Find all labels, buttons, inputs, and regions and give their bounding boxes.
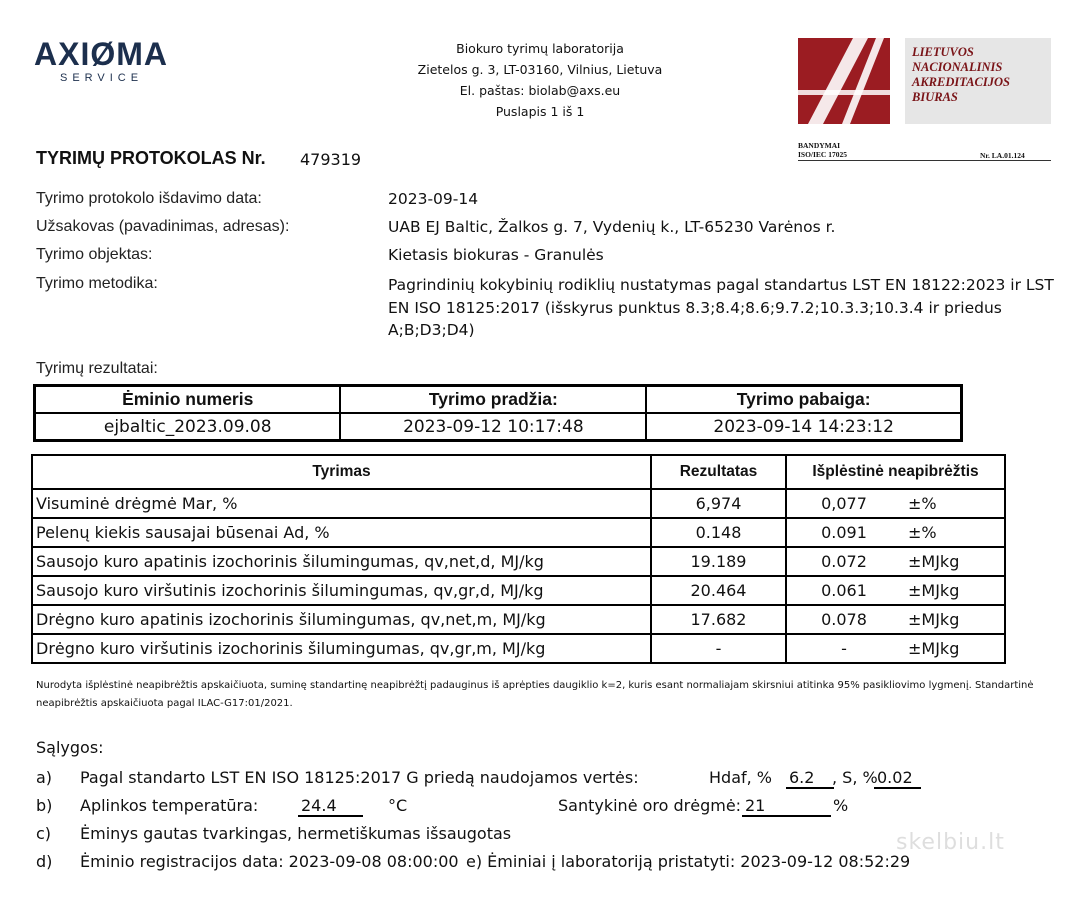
conditions-title: Sąlygos: — [36, 738, 104, 757]
method-value: Pagrindinių kokybinių rodiklių nustatymas pagal standartus LST EN 18122:2023 ir LST EN ISO 18125:2017 (išskyrus punktus 8.3;8.4;8.6;9.7.2;10.3.3;10.3.4 ir priedus A;B;D3;D4) — [388, 276, 1054, 339]
accreditation-mark — [798, 38, 890, 124]
uncertainty-cell: - ±MJkg — [786, 634, 1005, 663]
table-row — [32, 518, 1005, 547]
watermark: skelbiu.lt — [896, 830, 1005, 855]
humidity-label: Santykinė oro drėgmė: — [558, 796, 742, 815]
test-cell: Drėgno kuro viršutinis izochorinis šilumingumas, qv,gr,m, MJ/kg — [32, 634, 651, 663]
sample-number-cell: ejbaltic_2023.09.08 — [35, 413, 341, 441]
end-header: Tyrimo pabaiga: — [646, 386, 961, 414]
tests-table — [31, 454, 1006, 664]
lab-name: Biokuro tyrimų laboratorija — [456, 41, 624, 56]
lab-address: Zietelos g. 3, LT-03160, Vilnius, Lietuva — [417, 62, 663, 77]
delivery-date: e) Ėminiai į laboratoriją pristatyti: 2023-09-12 08:52:29 — [466, 852, 911, 871]
condition-a-letter: a) — [36, 768, 53, 787]
temperature-label: Aplinkos temperatūra: — [80, 796, 259, 815]
condition-b-letter: b) — [36, 796, 53, 815]
client-label: Užsakovas (pavadinimas, adresas): — [36, 218, 290, 235]
logo-subtitle: SERVICE — [60, 72, 144, 84]
humidity-value: 21 — [742, 796, 831, 817]
accreditation-mark-icon — [798, 38, 890, 124]
results-label: Tyrimų rezultatai: — [36, 360, 158, 377]
result-cell: - — [651, 634, 786, 663]
table-row — [32, 576, 1005, 605]
test-cell: Sausojo kuro viršutinis izochorinis šilumingumas, qv,gr,d, MJ/kg — [32, 576, 651, 605]
issue-date-label: Tyrimo protokolo išdavimo data: — [36, 190, 262, 207]
test-cell: Sausojo kuro apatinis izochorinis šilumingumas, qv,net,d, MJ/kg — [32, 547, 651, 576]
table-row — [32, 634, 1005, 663]
uncertainty-cell: 0.072 ±MJkg — [786, 547, 1005, 576]
table-row — [32, 489, 1005, 518]
uncertainty-cell: 0.061 ±MJkg — [786, 576, 1005, 605]
method-label: Tyrimo metodika: — [36, 275, 158, 292]
axioma-logo — [34, 38, 184, 90]
humidity-unit: % — [833, 796, 849, 815]
uncertainty-cell: 0.078 ±MJkg — [786, 605, 1005, 634]
object-value: Kietasis biokuras - Granulės — [388, 246, 604, 264]
issue-date-value: 2023-09-14 — [388, 190, 479, 208]
page-number: Puslapis 1 iš 1 — [495, 104, 585, 119]
table-row — [32, 547, 1005, 576]
table-row — [32, 605, 1005, 634]
test-cell: Pelenų kiekis sausajai būsenai Ad, % — [32, 518, 651, 547]
result-cell: 20.464 — [651, 576, 786, 605]
start-header: Tyrimo pradžia: — [340, 386, 646, 414]
object-label: Tyrimo objektas: — [36, 246, 153, 263]
result-cell: 19.189 — [651, 547, 786, 576]
temperature-unit: °C — [388, 796, 408, 815]
sample-table — [33, 384, 963, 442]
table-row — [35, 386, 962, 414]
logo-word: AXIØMA — [34, 36, 168, 72]
registration-date: Ėminio registracijos data: 2023-09-08 08:00:00 — [80, 852, 459, 871]
lab-email: El. paštas: biolab@axs.eu — [459, 83, 621, 98]
hdaf-label: Hdaf, % — [709, 768, 772, 787]
temperature-value: 24.4 — [298, 796, 363, 817]
test-cell: Drėgno kuro apatinis izochorinis šilumingumas, qv,net,m, MJ/kg — [32, 605, 651, 634]
condition-a-text: Pagal standarto LST EN ISO 18125:2017 G priedą naudojamos vertės: — [80, 768, 639, 787]
uncertainty-cell: 0.091 ±% — [786, 518, 1005, 547]
table-row — [35, 413, 962, 441]
start-cell: 2023-09-12 10:17:48 — [340, 413, 646, 441]
condition-c-text: Ėminys gautas tvarkingas, hermetiškumas išsaugotas — [80, 824, 512, 843]
condition-d-letter: d) — [36, 852, 53, 871]
hdaf-value: 6.2 — [786, 768, 834, 789]
end-cell: 2023-09-14 14:23:12 — [646, 413, 961, 441]
s-label: , S, % — [832, 768, 878, 787]
uncertainty-cell: 0,077 ±% — [786, 489, 1005, 518]
test-header: Tyrimas — [32, 455, 651, 489]
protocol-number: 479319 — [300, 150, 362, 169]
accreditation-number: Nr. LA.01.124 — [980, 151, 1025, 160]
result-header: Rezultatas — [651, 455, 786, 489]
test-cell: Visuminė drėgmė Mar, % — [32, 489, 651, 518]
result-cell: 0.148 — [651, 518, 786, 547]
uncertainty-note: Nurodyta išplėstinė neapibrėžtis apskaičiuota, suminę standartinę neapibrėžtį padauginus iš aprėpties daugiklio k=2, kuris esant normaliajam skirsniui atitinka 95% pasikliovimo lygmenį. Standartinė neapibrėžtis apskaičiuota pagal ILAC-G17:01/2021. — [36, 680, 1034, 709]
s-value: 0.02 — [874, 768, 921, 789]
accreditation-name: LIETUVOS NACIONALINIS AKREDITACIJOS BIURAS — [912, 45, 1010, 104]
table-row — [32, 455, 1005, 489]
divider — [798, 160, 1051, 161]
result-cell: 17.682 — [651, 605, 786, 634]
result-cell: 6,974 — [651, 489, 786, 518]
laboratory-header — [380, 38, 700, 122]
uncertainty-header: Išplėstinė neapibrėžtis — [786, 455, 1005, 489]
accreditation-scope: BANDYMAI ISO/IEC 17025 — [798, 141, 847, 159]
protocol-title: TYRIMŲ PROTOKOLAS Nr. — [36, 148, 266, 168]
client-value: UAB EJ Baltic, Žalkos g. 7, Vydenių k., LT-65230 Varėnos r. — [388, 218, 836, 236]
sample-number-header: Ėminio numeris — [35, 386, 341, 414]
condition-c-letter: c) — [36, 824, 52, 843]
